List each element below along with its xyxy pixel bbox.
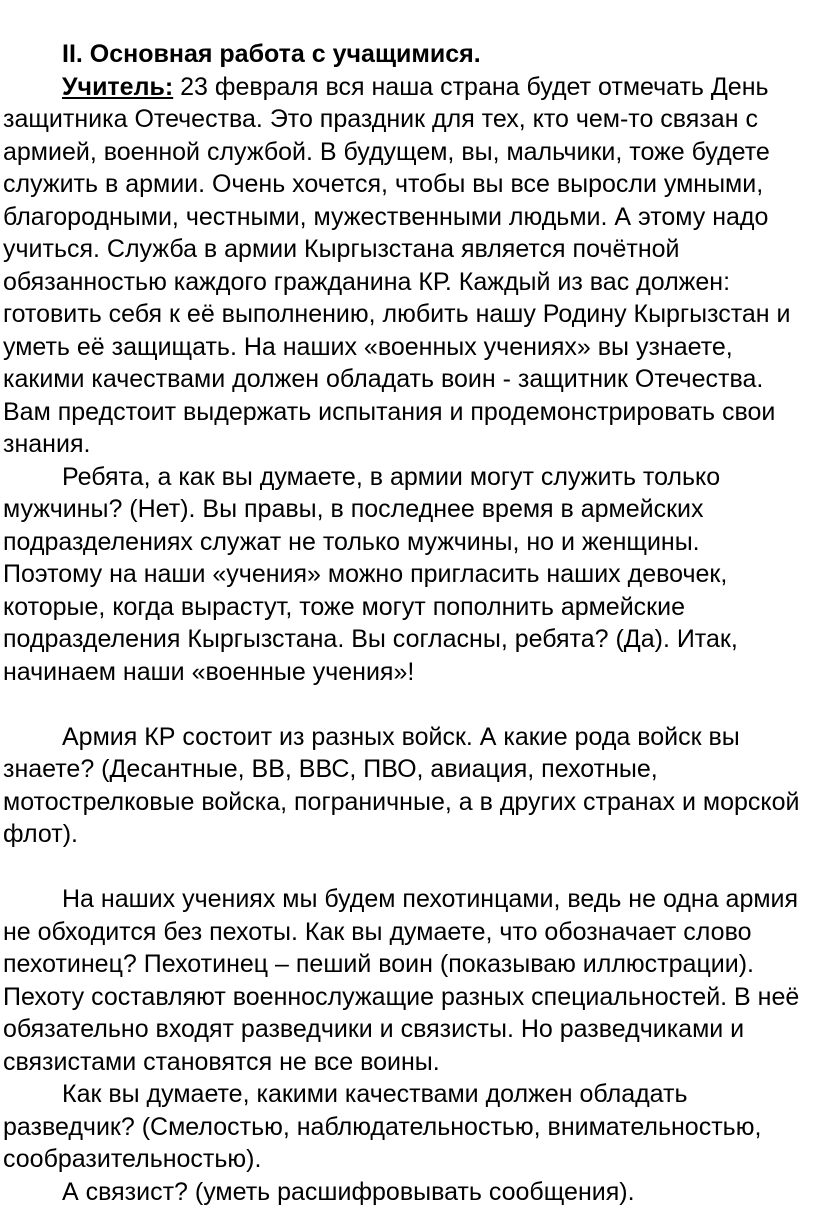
teacher-intro-paragraph: [3, 71, 802, 461]
paragraph-infantry: На наших учениях мы будем пехотинцами, ведь не одна армия не обходится без пехоты. Как вы думаете, что обозначает слово пехотинец? Пехотинец – пеший воин (показываю иллюстрации). Пехоту составляют военнослужащие разных специальностей. В неё обязательно входят разведчики и связисты. Но разведчиками и связистами становятся не все воины.: [3, 885, 800, 1076]
paragraph-women-in-army: Ребята, а как вы думаете, в армии могут служить только мужчины? (Нет). Вы правы, в последнее время в армейских подразделениях служат не только мужчины, но и женщины. Поэтому на наши «учения» можно пригласить наших девочек, которые, когда вырастут, тоже могут пополнить армейские подразделения Кыргызстана. Вы согласны, ребята? (Да). Итак, начинаем наши «военные учения»!: [3, 462, 738, 686]
teacher-intro-text: 23 февраля вся наша страна будет отмечать День защитника Отечества. Это праздник для тех, кто чем-то связан с армией, военной службой. В будущем, вы, мальчики, тоже будете служить в армии. Очень хочется, чтобы вы все выросли умными, благородными, честными, мужественными людьми. А этому надо учиться. Служба в армии Кыргызстана является почётной обязанностью каждого гражданина КР. Каждый из вас должен: готовить себя к её выполнению, любить нашу Родину Кыргызстан и уметь её защищать. На наших «военных учениях» вы узнаете, какими качествами должен обладать воин - защитник Отечества. Вам предстоит выдержать испытания и продемонстрировать свои знания.: [3, 72, 791, 458]
speaker-label: Учитель:: [62, 72, 174, 101]
blank-line: [3, 851, 802, 884]
paragraph-signalman: А связист? (уметь расшифровывать сообщения).: [62, 1177, 635, 1206]
blank-line: [3, 688, 802, 721]
section-heading: II. Основная работа с учащимися.: [62, 40, 481, 68]
paragraph-scout-qualities: Как вы думаете, какими качествами должен обладать разведчик? (Смелостью, наблюдательностью, внимательностью, сообразительностью).: [3, 1080, 762, 1173]
paragraph-army-branches: Армия КР состоит из разных войск. А какие рода войск вы знаете? (Десантные, ВВ, ВВС, ПВО, авиация, пехотные, мотострелковые войска, пограничные, а в других странах и морской флот).: [3, 722, 800, 848]
